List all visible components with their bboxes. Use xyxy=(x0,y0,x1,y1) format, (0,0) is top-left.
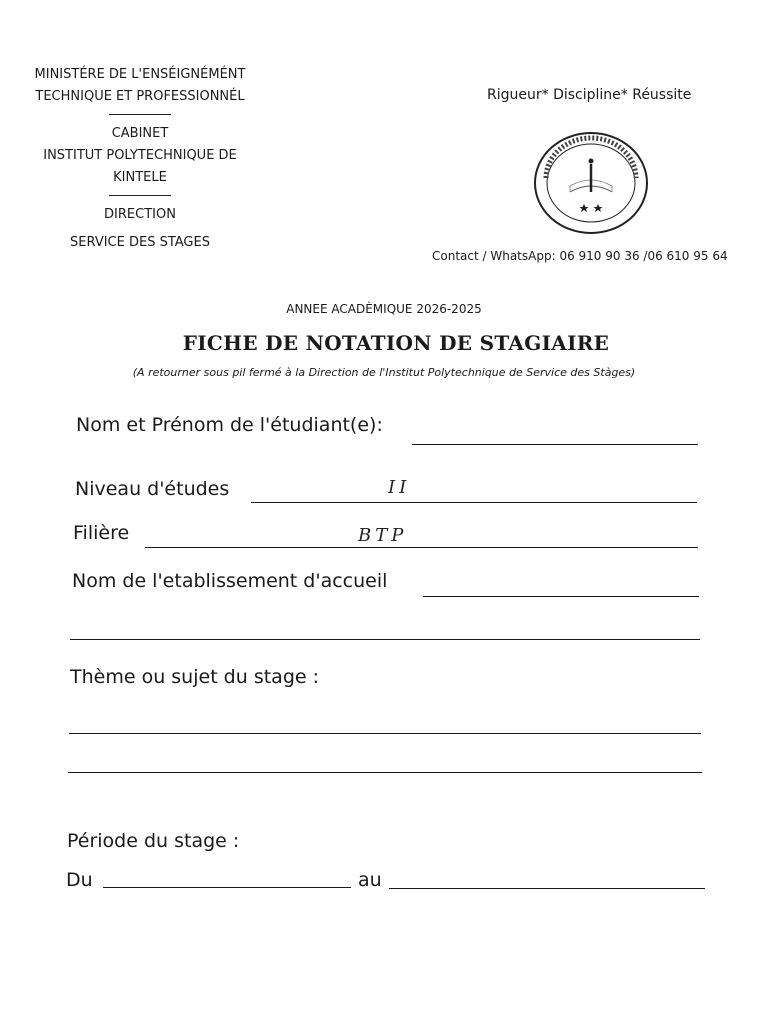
theme-field-line-2[interactable] xyxy=(68,772,702,773)
study-level-value: II xyxy=(388,477,411,498)
direction-label: DIRECTION xyxy=(104,207,176,222)
study-level-label: Niveau d'études xyxy=(75,478,230,500)
ministry-line-2: TECHNIQUE ET PROFESSIONNÉL xyxy=(35,89,245,104)
institute-line-2: KINTELE xyxy=(113,170,167,185)
period-from-field[interactable] xyxy=(103,887,351,888)
period-to-label: au xyxy=(358,869,382,891)
contact-info: Contact / WhatsApp: 06 910 90 36 /06 610 95 64 xyxy=(432,249,728,263)
motto: Rigueur* Discipline* Réussite xyxy=(487,87,692,103)
host-establishment-field[interactable] xyxy=(423,596,699,597)
study-level-field[interactable] xyxy=(251,502,697,503)
period-label: Période du stage : xyxy=(67,830,240,852)
field-value: BTP xyxy=(358,525,408,546)
host-establishment-field-line-2[interactable] xyxy=(70,639,700,640)
theme-label: Thème ou sujet du stage : xyxy=(70,666,320,688)
host-establishment-label: Nom de l'etablissement d'accueil xyxy=(72,570,388,592)
document-subtitle: (A retourner sous pil fermé à la Direction de l'Institut Polytechnique de Service des Stàges) xyxy=(132,366,636,379)
student-name-field[interactable] xyxy=(412,444,698,445)
ministry-line-1: MINISTÉRE DE L'ENSÉIGNÉMÉNT xyxy=(34,67,246,82)
institute-seal-icon xyxy=(532,130,650,236)
period-to-field[interactable] xyxy=(389,888,705,889)
field-label: Filière xyxy=(73,522,130,544)
institute-line-1: INSTITUT POLYTECHNIQUE DE xyxy=(43,148,237,163)
field-input[interactable] xyxy=(145,547,698,548)
divider xyxy=(109,195,171,196)
divider xyxy=(109,114,171,115)
student-name-label: Nom et Prénom de l'étudiant(e): xyxy=(76,414,383,436)
header-left-block xyxy=(20,64,260,254)
academic-year: ANNEE ACADÈMIQUE 2026-2025 xyxy=(286,302,482,316)
service-label: SERVICE DES STAGES xyxy=(70,235,210,250)
cabinet-label: CABINET xyxy=(111,126,169,141)
period-from-label: Du xyxy=(66,869,93,891)
document-title: FICHE DE NOTATION DE STAGIAIRE xyxy=(182,331,610,355)
theme-field-line-1[interactable] xyxy=(69,733,701,734)
